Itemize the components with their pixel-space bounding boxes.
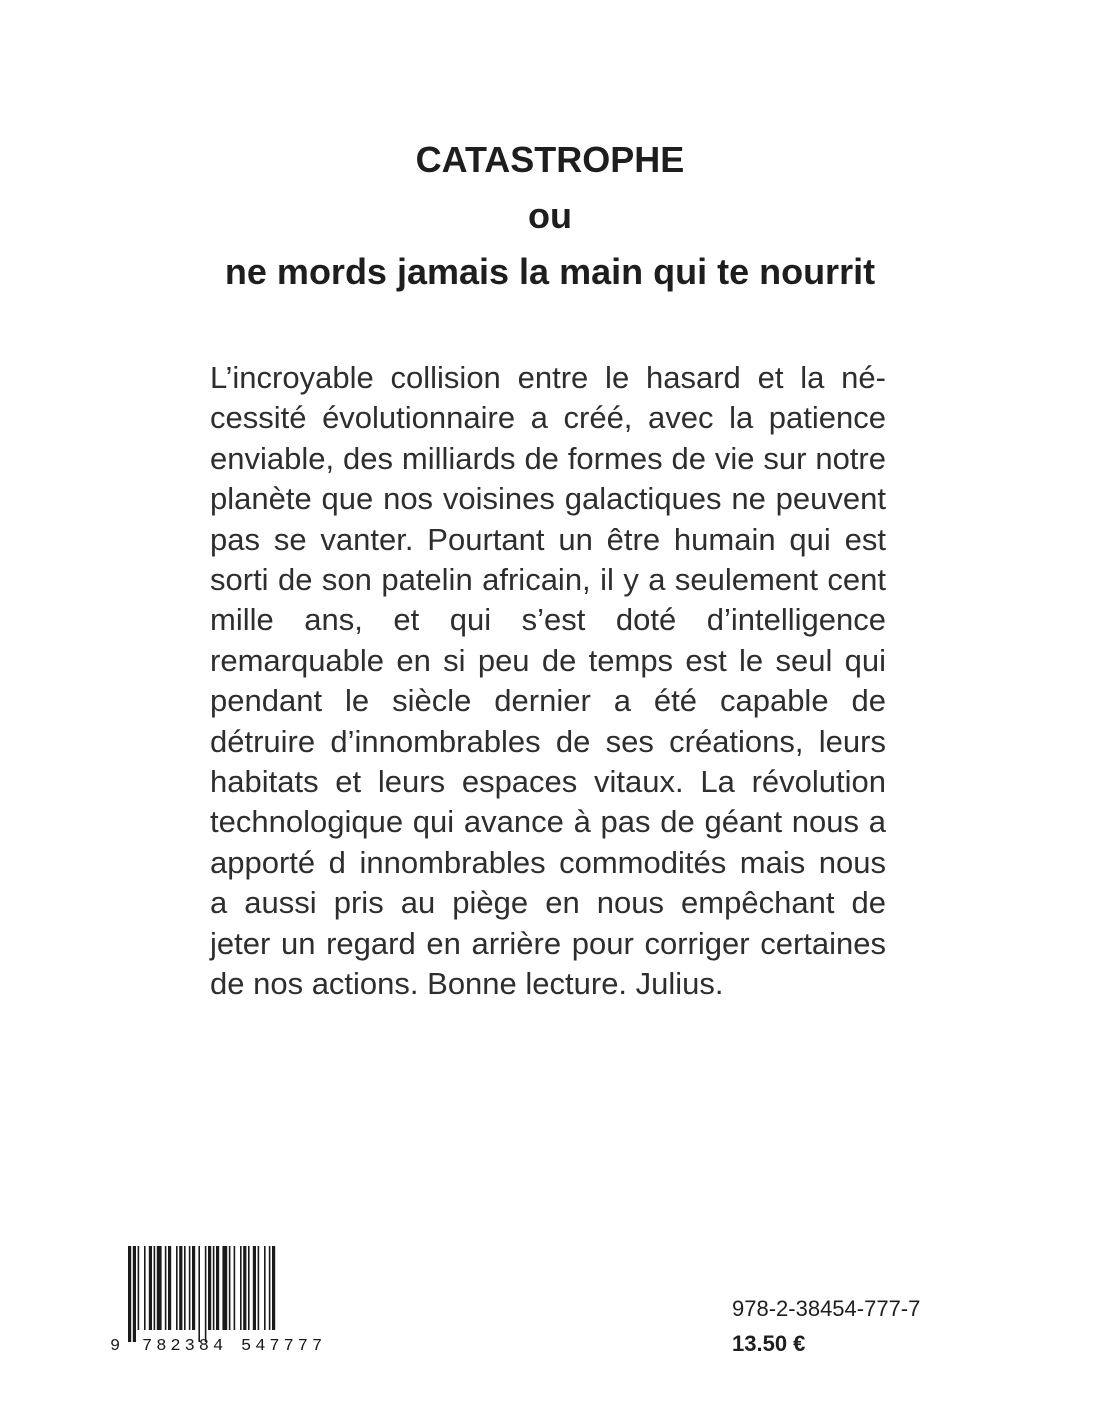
barcode-bar [253, 1246, 256, 1330]
barcode-bar [208, 1246, 211, 1330]
barcode-bar [165, 1246, 167, 1330]
barcode-bar [149, 1246, 152, 1330]
title-subtitle: ne mords jamais la main qui te nourrit [224, 251, 876, 292]
barcode-bar [154, 1246, 156, 1330]
isbn-number: 978-2-38454-777-7 [732, 1296, 921, 1321]
barcode-bar [179, 1246, 182, 1330]
barcode-bar [168, 1246, 171, 1330]
barcode-bar [192, 1246, 195, 1330]
barcode-bar [138, 1246, 140, 1330]
title-main: CATASTROPHE [415, 139, 685, 180]
barcode-bar [205, 1246, 207, 1342]
back-cover-blurb: L’incroyable collision entre le hasard et la nécessité évolutionnaire a créé, avec la patience enviable, des milliards de formes de vie sur notre planète que nos voisines galactiques ne peuvent pas se vanter. Pourtant un être humain qui est sorti de son patelin africain, il y a seulement cent mille ans, et qui s’est doté d’intelligence remarquable en si peu de temps est le seul qui pendant le siècle dernier a été capable de détruire d’innombrables de ses créations, leurs habitats et leurs espaces vitaux. La révolution technologique qui avance à pas de géant nous a apporté d innombrables commodités mais nous a aussi pris au piège en nous empêchant de jeter un regard en arrière pour corriger certaines de nos actions. Bonne lecture. Julius. [210, 360, 886, 1002]
barcode-bar [222, 1246, 227, 1330]
price: 13.50 € [732, 1331, 806, 1356]
barcode-bar [234, 1246, 236, 1330]
barcode-bar [248, 1246, 250, 1330]
barcode-bar [157, 1246, 162, 1330]
barcode-bar [133, 1246, 136, 1342]
barcode-bar [144, 1246, 146, 1330]
barcode-bar [264, 1246, 266, 1330]
barcode-digit-first: 9 [110, 1337, 121, 1354]
barcode-graphic [108, 1244, 348, 1354]
title-connector: ou [528, 195, 572, 236]
barcode-bar [243, 1246, 246, 1330]
barcode-digits-left: 782384 [142, 1337, 228, 1354]
barcode-digits-right: 547777 [241, 1337, 327, 1354]
barcode [108, 1244, 348, 1354]
barcode-bar [229, 1246, 231, 1330]
barcode-bar [184, 1246, 186, 1330]
book-title [0, 132, 1100, 300]
barcode-bar [189, 1246, 191, 1330]
barcode-bar [176, 1246, 178, 1330]
barcode-bar [128, 1246, 131, 1342]
barcode-bar [240, 1246, 242, 1330]
barcode-bar [258, 1246, 260, 1330]
barcode-bar [272, 1246, 275, 1330]
barcode-bar [216, 1246, 219, 1330]
barcode-bar [269, 1246, 271, 1330]
barcode-bar [198, 1246, 200, 1342]
barcode-bar [213, 1246, 215, 1330]
